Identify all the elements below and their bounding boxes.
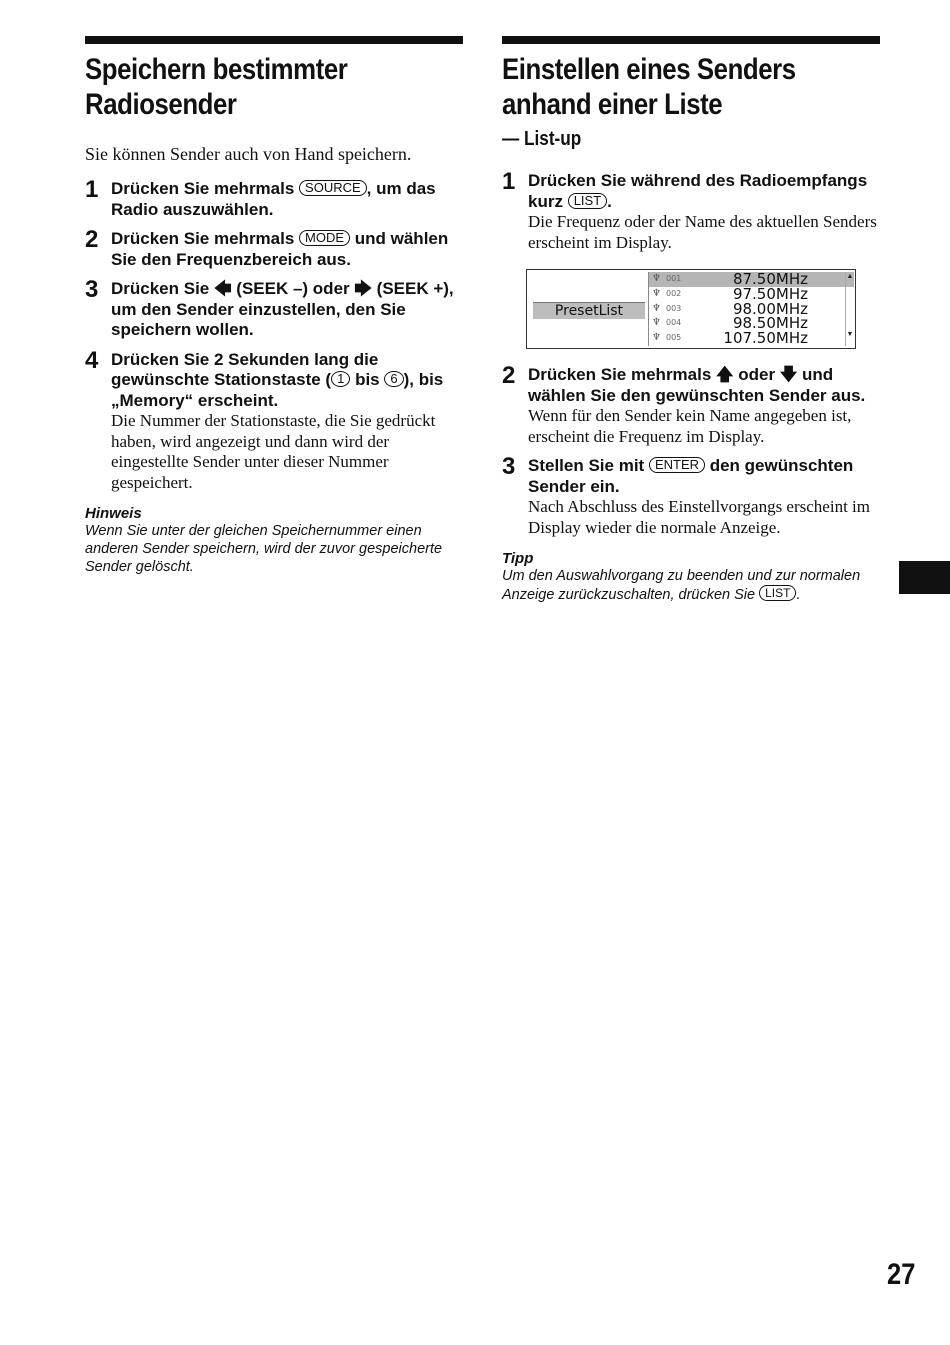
step-3 xyxy=(502,453,880,538)
antenna-icon: ♆ xyxy=(652,287,661,299)
source-key: SOURCE xyxy=(299,180,367,196)
preset-frequency: 87.50MHz xyxy=(732,270,808,288)
page-section-tab xyxy=(899,561,950,594)
step-number: 3 xyxy=(85,276,99,303)
list-key: LIST xyxy=(568,193,607,209)
preset-number: 001 xyxy=(666,274,682,283)
step-2 xyxy=(85,226,463,270)
step-title: Drücken Sie 🡄 (SEEK –) oder 🡆 (SEEK +), um den Sender einzustellen, den Sie speichern wollen. xyxy=(111,279,454,339)
step-title: Drücken Sie mehrmals MODE und wählen Sie den Frequenzbereich aus. xyxy=(111,229,449,269)
section-subtitle: — List-up xyxy=(502,128,582,150)
tip-body: Um den Auswahlvorgang zu beenden und zur normalen Anzeige zurückzuschalten, drücken Sie LIST . xyxy=(502,568,861,603)
step-title: Stellen Sie mit ENTER den gewünschten Sender ein. xyxy=(528,456,854,496)
display-preset-list xyxy=(648,272,854,346)
step-body: Die Nummer der Stationstaste, die Sie gedrückt haben, wird angezeigt und dann wird der eingestellte Sender unter dieser Nummer gespeichert. xyxy=(111,411,436,492)
step-title: Drücken Sie während des Radioempfangs kurz LIST . xyxy=(528,171,868,211)
step-2 xyxy=(502,362,880,447)
preset-number: 004 xyxy=(666,318,682,328)
step-number: 4 xyxy=(85,346,99,374)
list-key: LIST xyxy=(759,585,796,601)
step-4 xyxy=(85,346,463,494)
step-1 xyxy=(502,168,880,253)
preset-frequency: 98.50MHz xyxy=(732,314,808,333)
page-number: 27 xyxy=(886,1258,915,1291)
step-number: 2 xyxy=(85,226,99,253)
step-number: 3 xyxy=(502,453,516,480)
preset-list-display xyxy=(526,269,856,349)
step-number: 1 xyxy=(502,168,516,195)
scroll-up-icon: ▲ xyxy=(846,272,854,280)
preset-frequency: 97.50MHz xyxy=(732,284,808,303)
step-3 xyxy=(85,276,463,341)
preset-number: 003 xyxy=(666,303,682,313)
left-column xyxy=(85,36,463,576)
tip-heading: Tipp xyxy=(502,550,534,567)
antenna-icon: ♆ xyxy=(652,317,661,329)
preset-frequency: 107.50MHz xyxy=(723,329,808,348)
step-body: Die Frequenz oder der Name des aktuellen Senders erscheint im Display. xyxy=(528,212,877,252)
scroll-down-icon: ▼ xyxy=(846,330,854,338)
right-column xyxy=(502,36,880,604)
arrow-down-icon: 🡇 xyxy=(779,365,798,385)
note-heading: Hinweis xyxy=(85,505,142,522)
step-body: Nach Abschluss des Einstellvorgangs erscheint im Display wieder die normale Anzeige. xyxy=(528,497,870,537)
antenna-icon: ♆ xyxy=(652,302,661,314)
step-body: Wenn für den Sender kein Name angegeben ist, erscheint die Frequenz im Display. xyxy=(528,406,852,446)
display-label: PresetList xyxy=(533,302,645,319)
enter-key: ENTER xyxy=(649,457,705,473)
step-title: Drücken Sie 2 Sekunden lang die gewünschte Stationstaste ( 1 bis 6 ), bis „Memory“ erscheint. xyxy=(111,349,444,410)
display-scrollbar xyxy=(845,272,854,346)
preset-key-6: 6 xyxy=(384,371,403,387)
note-body: Wenn Sie unter der gleichen Speichernummer einen anderen Sender speichern, wird der zuvor gespeicherte Sender gelöscht. xyxy=(85,523,443,575)
preset-frequency: 98.00MHz xyxy=(732,299,808,318)
step-title: Drücken Sie mehrmals SOURCE , um das Radio auszuwählen. xyxy=(111,179,436,219)
section-title-left: Speichern bestimmter Radiosender xyxy=(85,53,348,121)
section-rule xyxy=(502,36,880,44)
arrow-right-icon: 🡆 xyxy=(354,279,372,299)
step-number: 1 xyxy=(85,176,99,203)
arrow-up-icon: 🡅 xyxy=(716,365,734,385)
step-1 xyxy=(85,176,463,220)
step-title: Drücken Sie mehrmals 🡅 oder 🡇 und wählen Sie den gewünschten Sender aus. xyxy=(528,365,866,405)
antenna-icon: ♆ xyxy=(652,332,661,344)
display-row xyxy=(649,331,854,346)
preset-number: 005 xyxy=(666,333,682,343)
section-rule xyxy=(85,36,463,44)
preset-key-1: 1 xyxy=(331,371,350,387)
step-number: 2 xyxy=(502,362,516,389)
intro-text: Sie können Sender auch von Hand speichern. xyxy=(85,144,412,164)
section-title-right: Einstellen eines Senders anhand einer Liste xyxy=(502,53,796,121)
antenna-icon: ♆ xyxy=(652,273,661,284)
preset-number: 002 xyxy=(666,288,682,298)
mode-key: MODE xyxy=(299,230,350,246)
arrow-left-icon: 🡄 xyxy=(214,279,232,299)
